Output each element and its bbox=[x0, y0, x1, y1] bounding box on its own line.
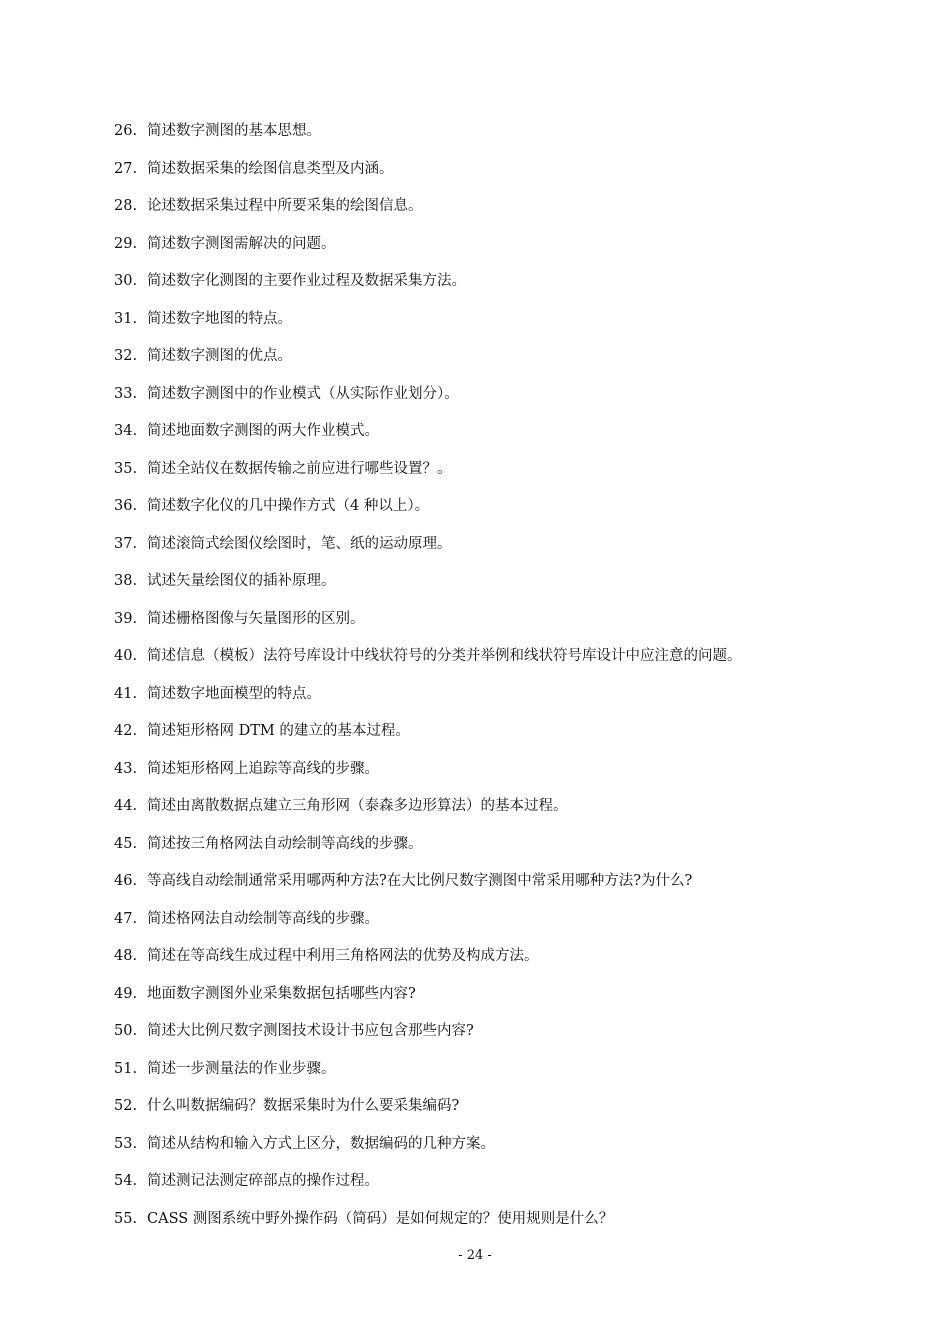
question-number: 55. bbox=[114, 1210, 138, 1227]
question-number: 26. bbox=[114, 123, 138, 139]
question-item bbox=[114, 1054, 934, 1092]
question-number: 37. bbox=[114, 535, 138, 552]
question-item bbox=[114, 491, 934, 529]
question-item bbox=[114, 416, 934, 454]
question-text: 简述地面数字测图的两大作业模式。 bbox=[147, 423, 379, 439]
question-text: 简述全站仪在数据传输之前应进行哪些设置？。 bbox=[147, 460, 452, 477]
question-item bbox=[114, 716, 934, 754]
question-number: 42. bbox=[114, 723, 138, 739]
question-item bbox=[114, 791, 934, 829]
question-text: 简述矩形格网 DTM 的建立的基本过程。 bbox=[147, 723, 410, 739]
question-number: 30. bbox=[114, 273, 138, 289]
question-text: 地面数字测图外业采集数据包括哪些内容? bbox=[147, 985, 416, 1002]
question-text: 简述矩形格网上追踪等高线的步骤。 bbox=[147, 760, 379, 777]
question-text: 简述栅格图像与矢量图形的区别。 bbox=[147, 610, 365, 627]
question-text: 简述在等高线生成过程中利用三角格网法的优势及构成方法。 bbox=[147, 948, 539, 964]
question-number: 44. bbox=[114, 798, 138, 814]
page-number: - 24 - bbox=[458, 1248, 492, 1263]
question-number: 27. bbox=[114, 160, 138, 177]
question-item bbox=[114, 1129, 934, 1167]
question-text: 论述数据采集过程中所要采集的绘图信息。 bbox=[147, 198, 423, 214]
question-item bbox=[114, 941, 934, 979]
question-item bbox=[114, 191, 934, 229]
question-number: 47. bbox=[114, 910, 138, 927]
question-text: 简述滚筒式绘图仪绘图时，笔、纸的运动原理。 bbox=[147, 535, 452, 552]
question-text: 简述按三角格网法自动绘制等高线的步骤。 bbox=[147, 835, 423, 852]
question-item bbox=[114, 529, 934, 567]
question-item bbox=[114, 1166, 934, 1204]
question-text: 简述数字测图需解决的问题。 bbox=[147, 235, 336, 252]
question-item bbox=[114, 1204, 934, 1242]
question-number: 41. bbox=[114, 685, 138, 702]
question-item bbox=[114, 266, 934, 304]
question-item bbox=[114, 604, 934, 642]
question-number: 54. bbox=[114, 1173, 138, 1189]
question-item bbox=[114, 754, 934, 792]
question-item bbox=[114, 304, 934, 342]
question-number: 29. bbox=[114, 235, 138, 252]
question-text: 简述数字化仪的几中操作方式（4 种以上）。 bbox=[147, 498, 430, 514]
question-item bbox=[114, 866, 934, 904]
question-text: 简述信息（模板）法符号库设计中线状符号的分类并举例和线状符号库设计中应注意的问题。 bbox=[147, 648, 742, 664]
question-item bbox=[114, 116, 934, 154]
question-item bbox=[114, 679, 934, 717]
question-text: CASS 测图系统中野外操作码（简码）是如何规定的？使用规则是什么？ bbox=[147, 1210, 614, 1227]
question-number: 49. bbox=[114, 985, 138, 1002]
question-text: 试述矢量绘图仪的插补原理。 bbox=[147, 573, 336, 589]
question-text: 等高线自动绘制通常采用哪两种方法?在大比例尺数字测图中常采用哪种方法?为什么? bbox=[147, 873, 693, 889]
question-number: 33. bbox=[114, 385, 138, 402]
question-text: 简述数字地面模型的特点。 bbox=[147, 685, 321, 702]
question-item bbox=[114, 979, 934, 1017]
question-number: 35. bbox=[114, 460, 138, 477]
question-text: 简述从结构和输入方式上区分，数据编码的几种方案。 bbox=[147, 1135, 495, 1152]
question-item bbox=[114, 454, 934, 492]
question-item bbox=[114, 154, 934, 192]
question-number: 43. bbox=[114, 760, 138, 777]
question-number: 40. bbox=[114, 648, 138, 664]
question-text: 简述一步测量法的作业步骤。 bbox=[147, 1060, 336, 1077]
question-item bbox=[114, 641, 934, 679]
question-number: 38. bbox=[114, 573, 138, 589]
question-text: 简述大比例尺数字测图技术设计书应包含那些内容? bbox=[147, 1023, 474, 1039]
question-text: 简述由离散数据点建立三角形网（泰森多边形算法）的基本过程。 bbox=[147, 798, 568, 814]
question-text: 简述格网法自动绘制等高线的步骤。 bbox=[147, 910, 379, 927]
question-list bbox=[114, 116, 934, 1241]
question-text: 简述数字地图的特点。 bbox=[147, 310, 292, 327]
question-item bbox=[114, 904, 934, 942]
question-number: 34. bbox=[114, 423, 138, 439]
question-number: 52. bbox=[114, 1098, 138, 1114]
question-text: 简述测记法测定碎部点的操作过程。 bbox=[147, 1173, 379, 1189]
question-number: 36. bbox=[114, 498, 138, 514]
question-number: 28. bbox=[114, 198, 138, 214]
question-number: 53. bbox=[114, 1135, 138, 1152]
question-number: 50. bbox=[114, 1023, 138, 1039]
question-item bbox=[114, 379, 934, 417]
question-text: 简述数字测图的基本思想。 bbox=[147, 123, 321, 139]
question-number: 51. bbox=[114, 1060, 138, 1077]
question-text: 什么叫数据编码？数据采集时为什么要采集编码? bbox=[147, 1098, 460, 1114]
question-item bbox=[114, 829, 934, 867]
question-number: 48. bbox=[114, 948, 138, 964]
question-number: 45. bbox=[114, 835, 138, 852]
question-number: 31. bbox=[114, 310, 138, 327]
question-text: 简述数字测图中的作业模式（从实际作业划分）。 bbox=[147, 385, 459, 402]
question-text: 简述数据采集的绘图信息类型及内涵。 bbox=[147, 160, 394, 177]
question-item bbox=[114, 1091, 934, 1129]
question-number: 46. bbox=[114, 873, 138, 889]
question-text: 简述数字化测图的主要作业过程及数据采集方法。 bbox=[147, 273, 466, 289]
question-number: 39. bbox=[114, 610, 138, 627]
question-number: 32. bbox=[114, 348, 138, 364]
question-item bbox=[114, 341, 934, 379]
question-text: 简述数字测图的优点。 bbox=[147, 348, 292, 364]
question-item bbox=[114, 1016, 934, 1054]
question-item bbox=[114, 566, 934, 604]
question-item bbox=[114, 229, 934, 267]
